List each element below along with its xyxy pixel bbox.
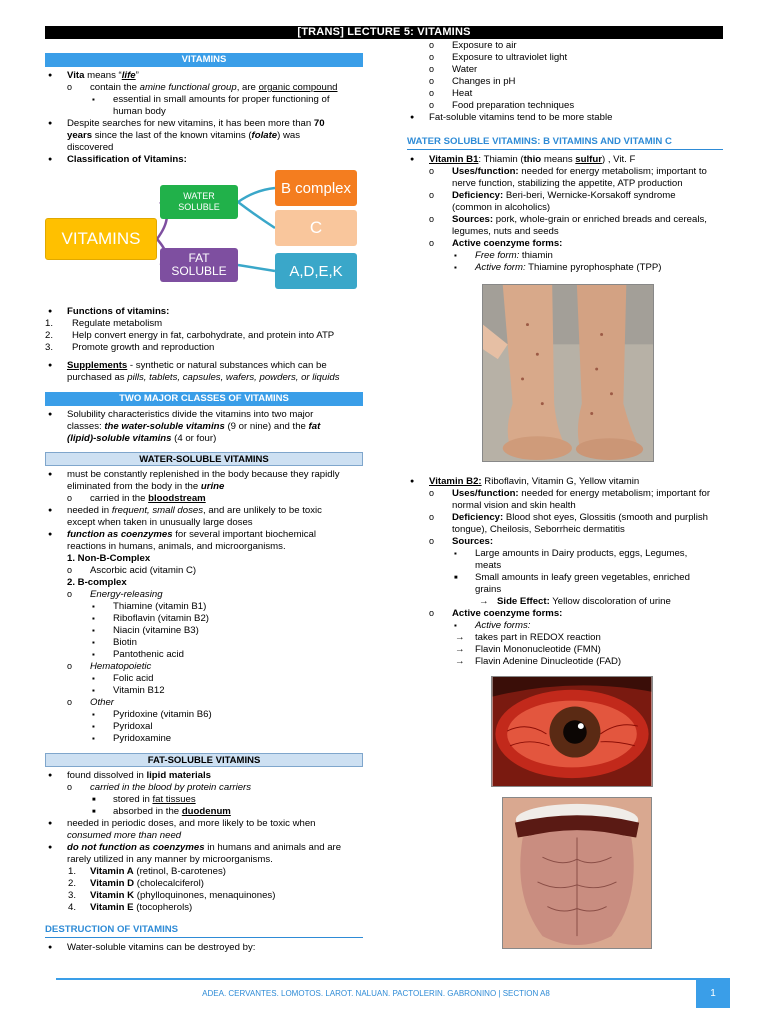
section-heading-destruction: DESTRUCTION OF VITAMINS (45, 924, 363, 938)
list-item: 4. Vitamin E (tocopherols) (68, 902, 193, 913)
bullet-vita: ● Vita means “life” (45, 70, 363, 82)
list-item: o Changes in pH (407, 76, 723, 88)
list-item: ▪ Pantothenic acid (45, 649, 363, 661)
sub-bullet-contain: o contain the amine functional group, are organic compound (45, 82, 363, 94)
list-item: → Flavin Adenine Dinucleotide (FAD) (407, 656, 723, 668)
left-column: VITAMINS ● Vita means “life” o contain the amine functional group, are organic compound ▪ essential in small amounts for proper functioning of human body ● Despite searches for new vitamins, it has been more than 70 years since the last of the known vitamins (folate) was discovered ● Classification of Vitamins: VITAMINS WATER SOLUBLE FAT SOLUBLE B complex C A,D,E,K ● Functions of vitamins: 1. Regulate metabolism 2. Help convert energy in fat, carbohydrate, and protein into ATP 3. Promote growth and reproduction ● Supplements - synthetic or natural substances which can be purchased as pills, tablets, capsules, wafers, powders, or liquids TWO MAJOR CLASSES OF VITAMINS ● Solubility characteristics divide the vitamins into two major classes: the water-soluble vitamins (9 or nine) and the fat (lipid)-soluble vitamins (4 or four) WATER-SOLUBLE VITAMINS ● must be constantly replenished in the body because they rapidly eliminated from the body in the urine o carried in the bloodstream ● needed in frequent, small doses, and are unlikely to be toxic except when taken in unusually large doses ● function as coenzymes for several important biochemical reactions in humans, animals, and microorganisms. 1. Non-B-Complex o Ascorbic acid (vitamin C) 2. B-complex o Energy-releasing ▪ Thiamine (vitamin B1) ▪ Riboflavin (vitamin B2) ▪ Niacin (vitamine B3) ▪ Biotin ▪ Pantothenic acid o Hematopoietic ▪ Folic acid ▪ Vitamin B12 o Other ▪ Pyridoxine (vitamin B6) ▪ Pyridoxal ▪ Pyridoxamine FAT-SOLUBLE VITAMINS ● found dissolved in lipid materials o carried in the blood by protein carriers ■ stored in fat tissues ■ absorbed in the duodenum ● needed in periodic doses, and more likely to be toxic when consumed more than need ● do not function as coenzymes in humans and animals and are rarely utilized in any manner by microorganisms. 1. Vitamin A (retinol, B-carotenes) 2. Vitamin D (cholecalciferol) 3. Vitamin K (phylloquinones, menaquinones) 4. Vitamin E (tocopherols) DESTRUCTION OF VITAMINS ● Water-soluble vitamins can be destroyed by: (45, 46, 363, 954)
diagram-node-adek: A,D,E,K (275, 253, 357, 289)
sub-sub-bullet-essential: ▪ essential in small amounts for proper functioning of (45, 94, 363, 106)
list-item: 1. Vitamin A (retinol, B-carotenes) (68, 866, 226, 877)
section-heading-water-soluble: WATER-SOLUBLE VITAMINS (45, 452, 363, 466)
page-title: [TRANS] LECTURE 5: VITAMINS (45, 26, 723, 39)
beriberi-legs-photo (482, 284, 654, 462)
list-item: → Flavin Mononucleotide (FMN) (407, 644, 723, 656)
bullet-fat-stable: ● Fat-soluble vitamins tend to be more stable (407, 112, 723, 124)
bullet-supplements: ● Supplements - synthetic or natural substances which can be (45, 360, 363, 372)
list-item: o Water (407, 64, 723, 76)
bullet-despite: ● Despite searches for new vitamins, it has been more than 70 (45, 118, 363, 130)
bullet-functions: ● Functions of vitamins: (45, 306, 363, 318)
list-item: 3. Vitamin K (phylloquinones, menaquinones) (68, 890, 276, 901)
list-item: ▪ Folic acid (45, 673, 363, 685)
section-heading-two-major: TWO MAJOR CLASSES OF VITAMINS (45, 392, 363, 406)
list-item: ▪ Thiamine (vitamin B1) (45, 601, 363, 613)
list-item: ▪ Niacin (vitamine B3) (45, 625, 363, 637)
list-item: o Exposure to ultraviolet light (407, 52, 723, 64)
bullet-needed: ● needed in frequent, small doses, and are unlikely to be toxic (45, 505, 363, 517)
list-item: 2. Vitamin D (cholecalciferol) (68, 878, 204, 889)
diagram-node-vitamins: VITAMINS (45, 218, 157, 260)
bullet-vitamin-b1: ● Vitamin B1: Thiamin (thio means sulfur) , Vit. F (407, 154, 723, 166)
list-item: ▪ Pyridoxine (vitamin B6) (45, 709, 363, 721)
list-item: o Heat (407, 88, 723, 100)
function-item: 2. Help convert energy in fat, carbohydrate, and protein into ATP (45, 330, 335, 341)
bullet-replenished: ● must be constantly replenished in the body because they rapidly (45, 469, 363, 481)
diagram-node-b-complex: B complex (275, 170, 357, 206)
page-number: 1 (696, 980, 730, 1008)
list-item: ▪ Vitamin B12 (45, 685, 363, 697)
bullet-destroyed: ● Water-soluble vitamins can be destroyed by: (45, 942, 363, 954)
list-item: → takes part in REDOX reaction (407, 632, 723, 644)
list-item: ▪ Pyridoxal (45, 721, 363, 733)
section-heading-vitamins: VITAMINS (45, 53, 363, 67)
section-heading-b-vitamins: WATER SOLUBLE VITAMINS: B VITAMINS AND VITAMIN C (407, 136, 723, 150)
footer-divider (56, 978, 730, 980)
list-item: o Food preparation techniques (407, 100, 723, 112)
bullet-classification: ● Classification of Vitamins: (45, 154, 363, 166)
list-item: ▪ Pyridoxamine (45, 733, 363, 745)
diagram-node-c: C (275, 210, 357, 246)
classification-diagram (45, 170, 363, 302)
glossitis-tongue-photo (502, 797, 652, 949)
diagram-node-water-soluble: WATER SOLUBLE (160, 185, 238, 219)
list-item: ▪ Biotin (45, 637, 363, 649)
list-item: ▪ Riboflavin (vitamin B2) (45, 613, 363, 625)
bullet-vitamin-b2: ● Vitamin B2: Riboflavin, Vitamin G, Yellow vitamin (407, 476, 723, 488)
bullet-lipid: ● found dissolved in lipid materials (45, 770, 363, 782)
section-heading-fat-soluble: FAT-SOLUBLE VITAMINS (45, 753, 363, 767)
right-column: o Exposure to air o Exposure to ultraviolet light o Water o Changes in pH o Heat o Food preparation techniques ● Fat-soluble vitamins tend to be more stable WATER SOLUBLE VITAMINS: B VITAMINS AND VITAMIN C ● Vitamin B1: Thiamin (thio means sulfur) , Vit. F o Uses/function: needed for energy metabolism; important to nerve function, stabilizing the appetite, ATP production o Deficiency: Beri-beri, Wernicke-Korsakoff syndrome (common in alcoholics) o Sources: pork, whole-grain or enriched breads and cereals, legumes, nuts and seeds o Active coenzyme forms: ▪ Free form: thiamin ▪ Active form: Thiamine pyrophosphate (TPP) ● Vitamin B2: Riboflavin, Vitamin G, Yellow vitamin o Uses/function: needed for energy metabolism; important for normal vision and skin health o Deficiency: Blood shot eyes, Glossitis (smooth and purplish tongue), Cheilosis, Seborrheic dermatitis o Sources: ▪ Large amounts in Dairy products, eggs, Legumes, meats ■ Small amounts in leafy green vegetables, enriched grains → Side Effect: Yellow discoloration of urine o Active coenzyme forms: ▪ Active forms: → takes part in REDOX reaction → Flavin Mononucleotide (FMN) → Flavin Adenine Dinucleotide (FAD) (407, 40, 723, 949)
bullet-periodic: ● needed in periodic doses, and more likely to be toxic when (45, 818, 363, 830)
bullet-not-coenzymes: ● do not function as coenzymes in humans and animals and are (45, 842, 363, 854)
bullet-solubility: ● Solubility characteristics divide the vitamins into two major (45, 409, 363, 421)
bullet-coenzymes: ● function as coenzymes for several important biochemical (45, 529, 363, 541)
function-item: 3. Promote growth and reproduction (45, 342, 215, 353)
function-item: 1. Regulate metabolism (45, 318, 163, 329)
bloodshot-eye-photo (491, 676, 653, 787)
diagram-node-fat-soluble: FAT SOLUBLE (160, 248, 238, 282)
list-item: o Exposure to air (407, 40, 723, 52)
footer-authors: ADEA. CERVANTES. LOMOTOS. LAROT. NALUAN. PACTOLERIN. GABRONINO | SECTION A8 (202, 989, 550, 998)
